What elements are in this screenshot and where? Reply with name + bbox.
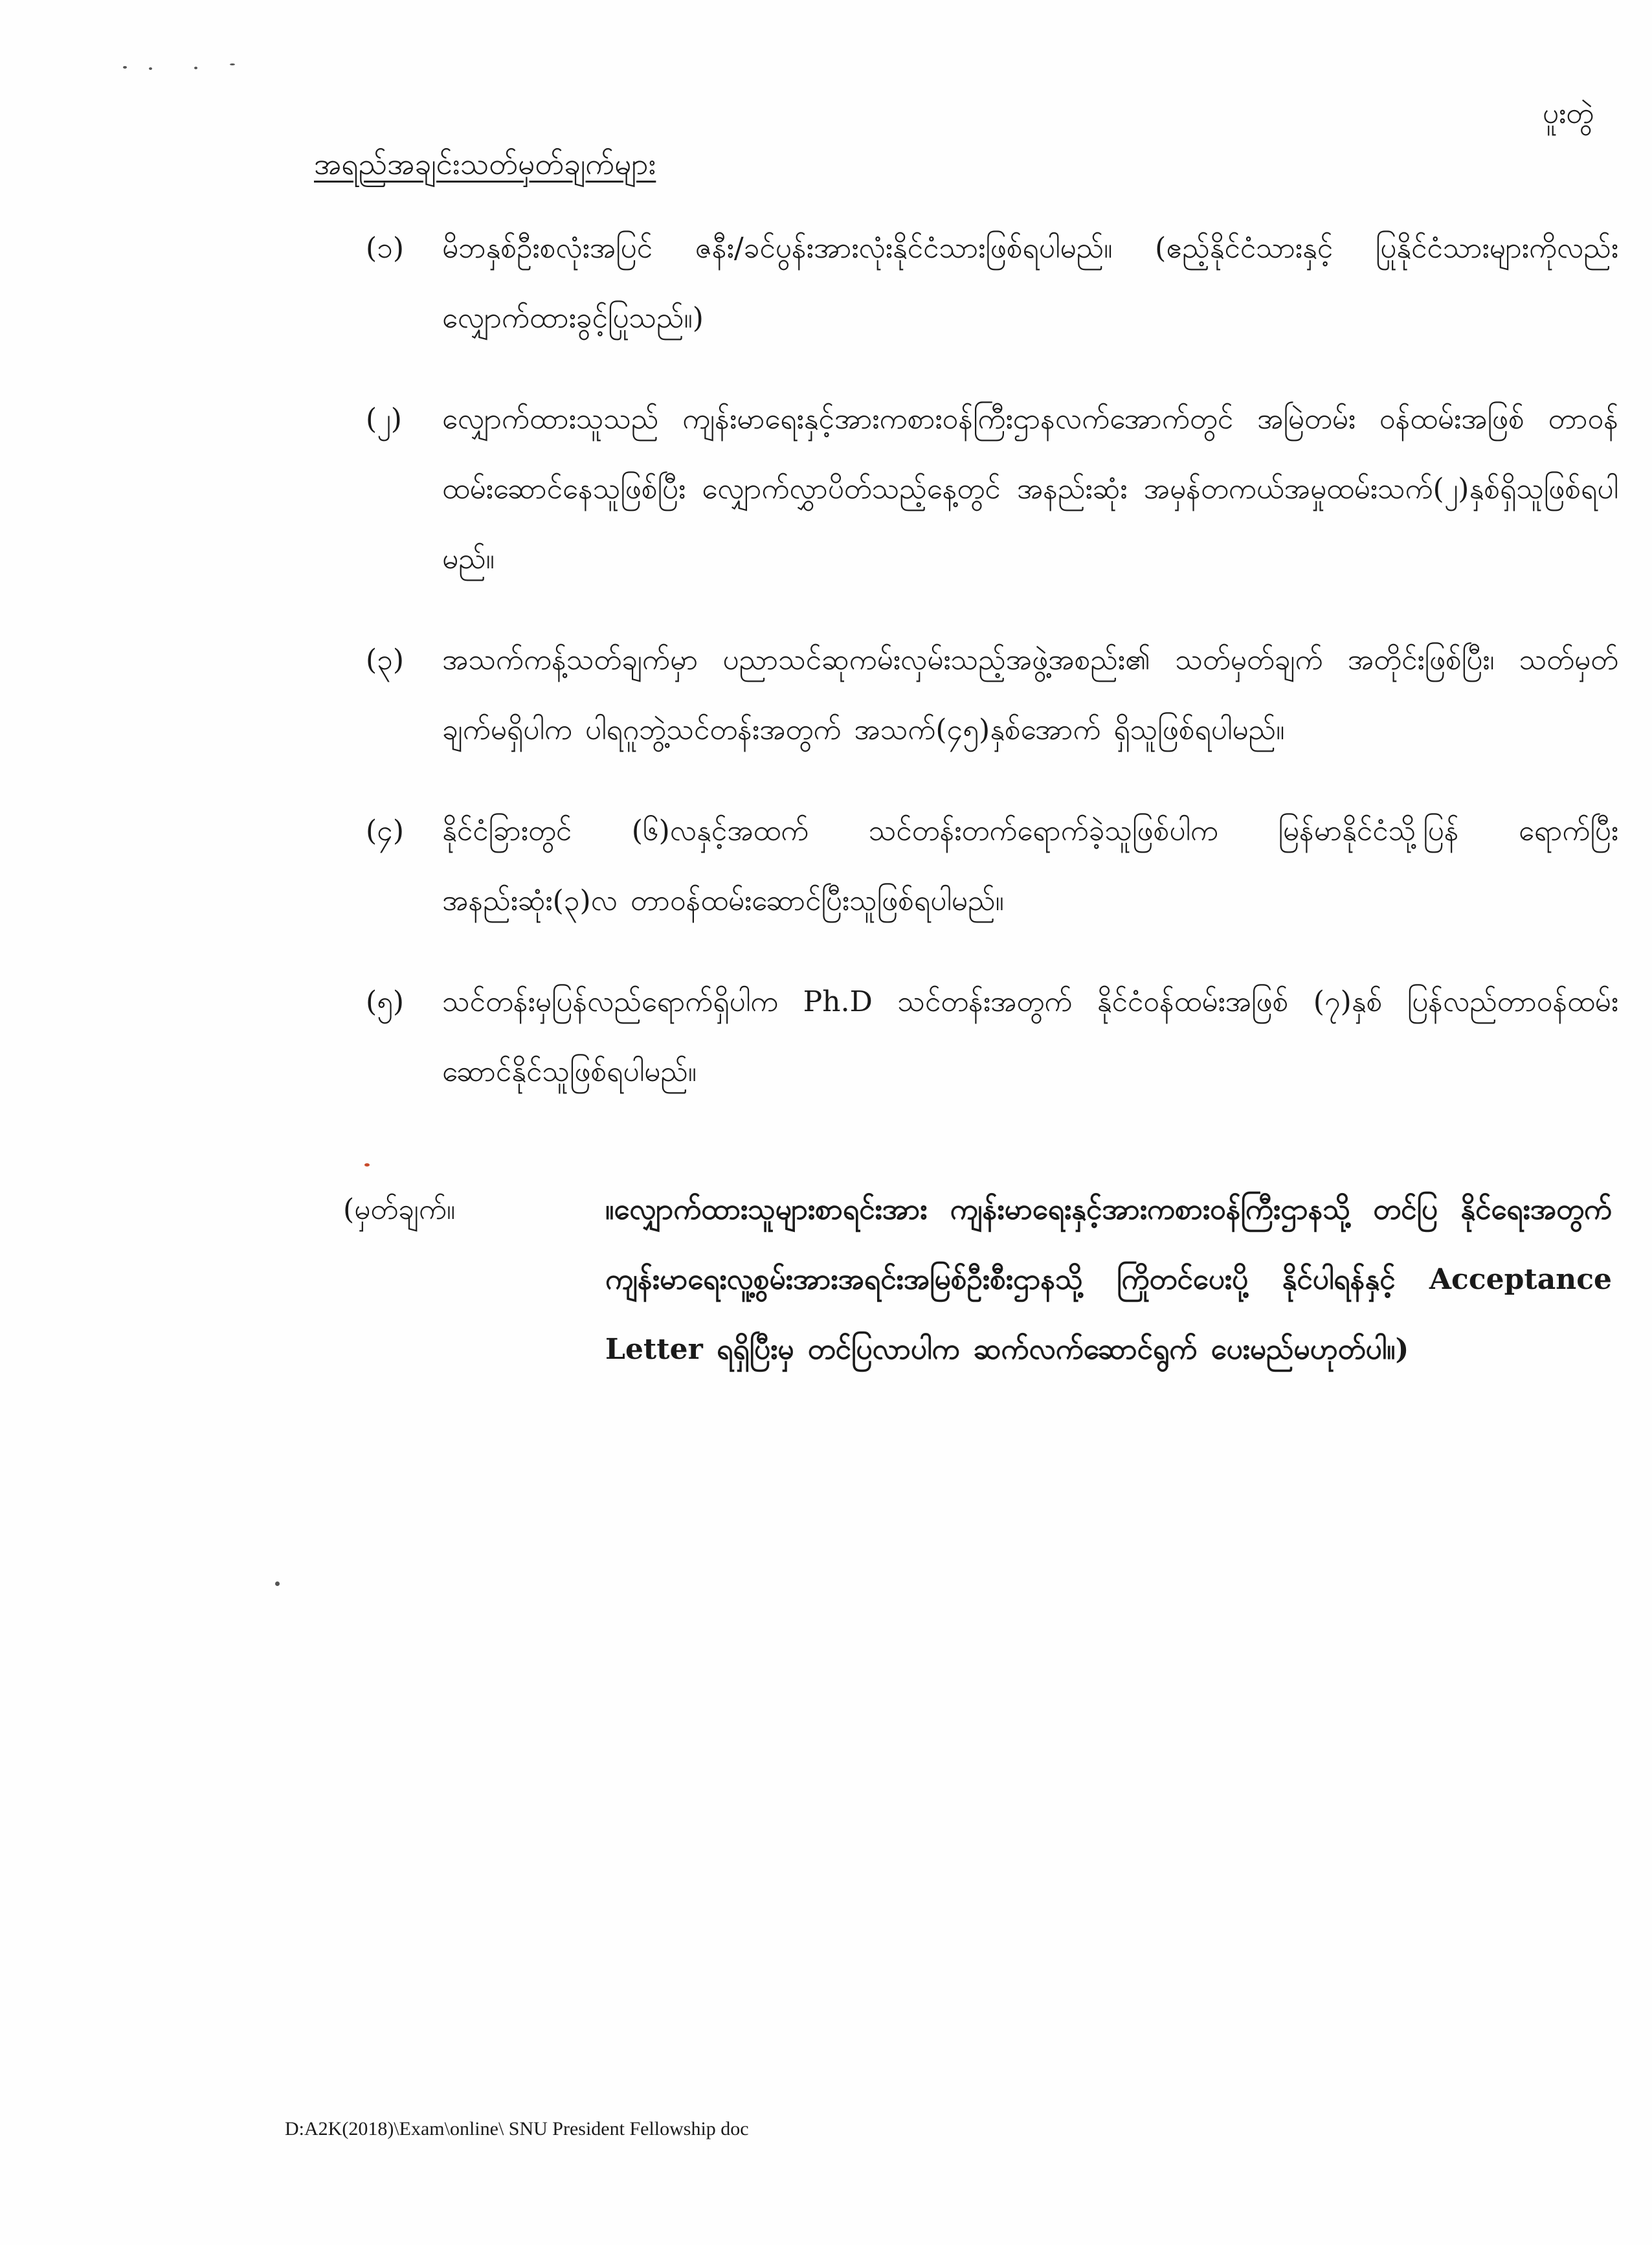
attachment-mark: ပူးတွဲ bbox=[1542, 97, 1594, 130]
scan-speck bbox=[364, 1163, 370, 1167]
item-number: (၃) bbox=[366, 643, 405, 676]
item-text: သင်တန်းမှပြန်လည်ရောက်ရှိပါက Ph.D သင်တန်းအတွက် နိုင်ငံ၀န်ထမ်းအဖြစ် (၇)နှစ် ပြန်လည်တာဝန်ထမ်းဆောင်နိုင်သူဖြစ်ရပါမည်။ bbox=[442, 985, 1618, 1088]
item-text: အသက်ကန့်သတ်ချက်မှာ ပညာသင်ဆုကမ်းလှမ်းသည့်အဖွဲ့အစည်း၏ သတ်မှတ်ချက် အတိုင်းဖြစ်ပြီး၊ သတ်မှတ်ချက်မရှိပါက ပါရဂူဘွဲ့သင်တန်းအတွက် အသက်(၄၅)နှစ်အောက် ရှိသူဖြစ်ရပါမည်။ bbox=[442, 643, 1618, 746]
item-text: မိဘနှစ်ဦးစလုံးအပြင် ဇနီး/ခင်ပွန်းအားလုံးနိုင်ငံသားဖြစ်ရပါမည်။ (ဧည့်နိုင်ငံသားနှင့် ပြုနိုင်ငံသားများကိုလည်းလျှောက်ထားခွင့်ပြုသည်။) bbox=[442, 232, 1618, 335]
list-item bbox=[366, 967, 1618, 1107]
item-number: (၂) bbox=[366, 403, 402, 436]
scan-speck bbox=[149, 67, 152, 70]
remark-label: (မှတ်ချက်။ bbox=[343, 1193, 456, 1226]
qualification-list bbox=[366, 214, 1618, 1138]
item-text: လျှောက်ထားသူသည် ကျန်းမာရေးနှင့်အားကစားဝန်ကြီးဌာနလက်အောက်တွင် အမြဲတမ်း ဝန်ထမ်းအဖြစ် တာဝန်ထမ်းဆောင်နေသူဖြစ်ပြီး လျှောက်လွှာပိတ်သည့်နေ့တွင် အနည်းဆုံး အမှန်တကယ်အမှုထမ်းသက်(၂)နှစ်ရှိသူဖြစ်ရပါမည်။ bbox=[442, 403, 1618, 575]
item-text: နိုင်ငံခြားတွင် (၆)လနှင့်အထက် သင်တန်းတက်ရောက်ခဲ့သူဖြစ်ပါက မြန်မာနိုင်ငံသို့ပြန် ရောက်ပြီး အနည်းဆုံး(၃)လ တာဝန်ထမ်းဆောင်ပြီးသူဖြစ်ရပါမည်။ bbox=[442, 814, 1618, 917]
page-heading: အရည်အချင်းသတ်မှတ်ချက်များ bbox=[314, 146, 656, 181]
item-number: (၁) bbox=[366, 232, 405, 265]
list-item bbox=[366, 796, 1618, 936]
scan-speck bbox=[194, 67, 197, 69]
scan-speck bbox=[230, 63, 235, 65]
list-item bbox=[366, 385, 1618, 594]
scan-speck bbox=[275, 1581, 280, 1586]
item-number: (၅) bbox=[366, 985, 405, 1018]
remark-text: ။လျှောက်ထားသူများစာရင်းအား ကျန်းမာရေးနှင့်အားကစားဝန်ကြီးဌာနသို့ တင်ပြ နိုင်ရေးအတွက် ကျန်းမာရေးလူ့စွမ်းအားအရင်းအမြစ်ဦးစီးဌာနသို့ ကြိုတင်ပေးပို့ နိုင်ပါရန်နှင့် Acceptance Letter ရရှိပြီးမှ တင်ပြလာပါက ဆက်လက်ဆောင်ရွက် ပေးမည်မဟုတ်ပါ။) bbox=[605, 1193, 1612, 1366]
list-item bbox=[366, 214, 1618, 353]
remark-block bbox=[343, 1175, 1612, 1385]
item-number: (၄) bbox=[366, 814, 405, 847]
list-item bbox=[366, 625, 1618, 765]
file-path-footer: D:A2K(2018)\Exam\online\ SNU President Fellowship doc bbox=[285, 2118, 749, 2139]
scan-speck bbox=[123, 66, 127, 69]
